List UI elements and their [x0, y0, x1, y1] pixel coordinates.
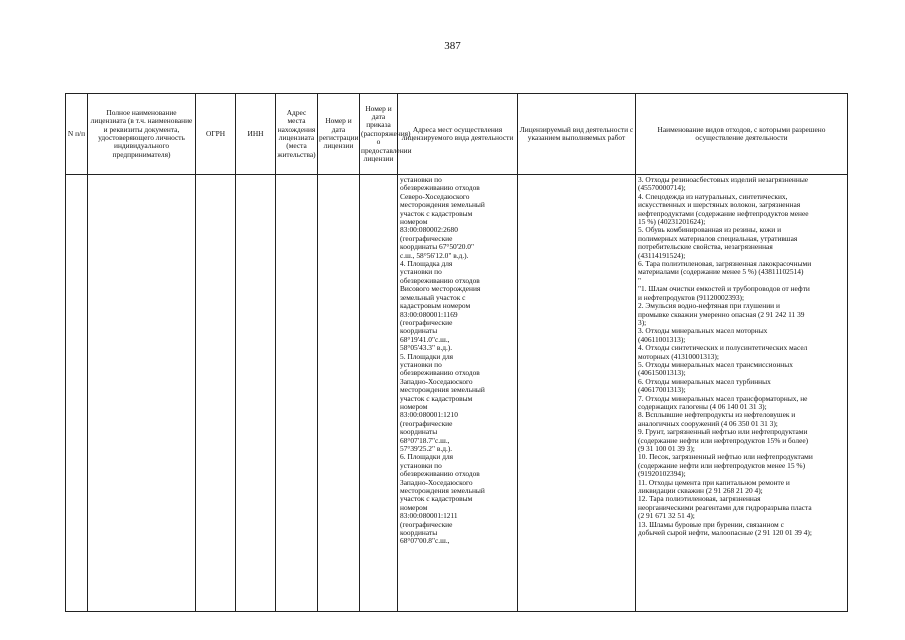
cell-activity-type: [518, 175, 636, 612]
col-header-waste-types: Наименование видов отходов, с которыми разрешено осуществление деятельности: [636, 94, 848, 175]
col-header-license-registration: Номер и дата регистрации лицензии: [318, 94, 360, 175]
cell-license-registration: [318, 175, 360, 612]
license-table: [65, 93, 848, 612]
cell-inn: [236, 175, 276, 612]
cell-activity-addresses: установки по обезвреживанию отходов Северо-Хоседаюского месторождения земельный участок с кадастровым номером 83:00:080002:2680 (географические координаты 67°50'20.0" с.ш., 58°56'12.0" в.д.). 4. Площадка для установки по обезвреживанию отходов Висового месторождения земельный участок с кадастровым номером 83:00:080001:1169 (географические координаты 68°19'41.0"с.ш., 58°05'43.3" в.д.). 5. Площадки для установки по обезвреживанию отходов Западно-Хоседаюского месторождения земельный участок с кадастровым номером 83:00:080001:1210 (географические координаты 68°07'18.7"с.ш., 57°39'25.2" в.д.). 6. Площадки для установки по обезвреживанию отходов Западно-Хоседаюского месторождения земельный участок с кадастровым номером 83:00:080001:1211 (географические координаты 68°07'00.8"с.ш.,: [398, 175, 518, 612]
cell-ogrn: [196, 175, 236, 612]
cell-number: [66, 175, 88, 612]
col-header-licensee-address: Адрес места нахождения лицензиата (места жительства): [276, 94, 318, 175]
page-number: 387: [444, 40, 461, 52]
cell-waste-types: 3. Отходы резиноасбестовых изделий незагрязненные (45570000714); 4. Спецодежда из натуральных, синтетических, искусственных и шерстяных волокон, загрязненная нефтепродуктами (содержание нефтепродуктов менее 15 %) (40231201624); 5. Обувь комбинированная из резины, кожи и полимерных материалов специальная, утратившая потребительские свойства, незагрязненная (43114191524); 6. Тара полиэтиленовая, загрязненная лакокрасочными материалами (содержание менее 5 %) (43811102514) " "1. Шлам очистки емкостей и трубопроводов от нефти и нефтепродуктов (91120002393); 2. Эмульсия водно-нефтяная при глушении и промывке скважин умеренно опасная (2 91 242 11 39 3); 3. Отходы минеральных масел моторных (40611001313); 4. Отходы синтетических и полусинтетических масел моторных (41310001313); 5. Отходы минеральных масел трансмиссионных (40615001313); 6. Отходы минеральных масел турбинных (40617001313); 7. Отходы минеральных масел трансформаторных, не содержащих галогены (4 06 140 01 31 3); 8. Всплывшие нефтепродукты из нефтеловушек и аналогичных сооружений (4 06 350 01 31 3); 9. Грунт, загрязненный нефтью или нефтепродуктами (содержание нефти или нефтепродуктов 15% и более) (9 31 100 01 39 3); 10. Песок, загрязненный нефтью или нефтепродуктами (содержание нефти или нефтепродуктов менее 15 %) (91920102394); 11. Отходы цемента при капитальном ремонте и ликвидации скважин (2 91 268 21 20 4); 12. Тара полиэтиленовая, загрязненная неорганическими реагентами для гидроразрыва пласта (2 91 671 32 51 4); 13. Шламы буровые при бурении, связанном с добычей сырой нефти, малоопасные (2 91 120 01 39 4);: [636, 175, 848, 612]
cell-licensee-address: [276, 175, 318, 612]
col-header-inn: ИНН: [236, 94, 276, 175]
col-header-activity-type: Лицензируемый вид деятельности с указанием выполняемых работ: [518, 94, 636, 175]
col-header-licensee-name: Полное наименование лицензиата (в т.ч. наименование и реквизиты документа, удостоверяющего личность индивидуального предпринимателя): [88, 94, 196, 175]
col-header-number: N п/п: [66, 94, 88, 175]
cell-licensee-name: [88, 175, 196, 612]
col-header-order: Номер и дата приказа (распоряжения) о предоставлении лицензии: [360, 94, 398, 175]
col-header-activity-addresses: Адреса мест осуществления лицензируемого вида деятельности: [398, 94, 518, 175]
table-row: [66, 175, 848, 612]
col-header-ogrn: ОГРН: [196, 94, 236, 175]
table-header-row: [66, 94, 848, 175]
cell-order: [360, 175, 398, 612]
